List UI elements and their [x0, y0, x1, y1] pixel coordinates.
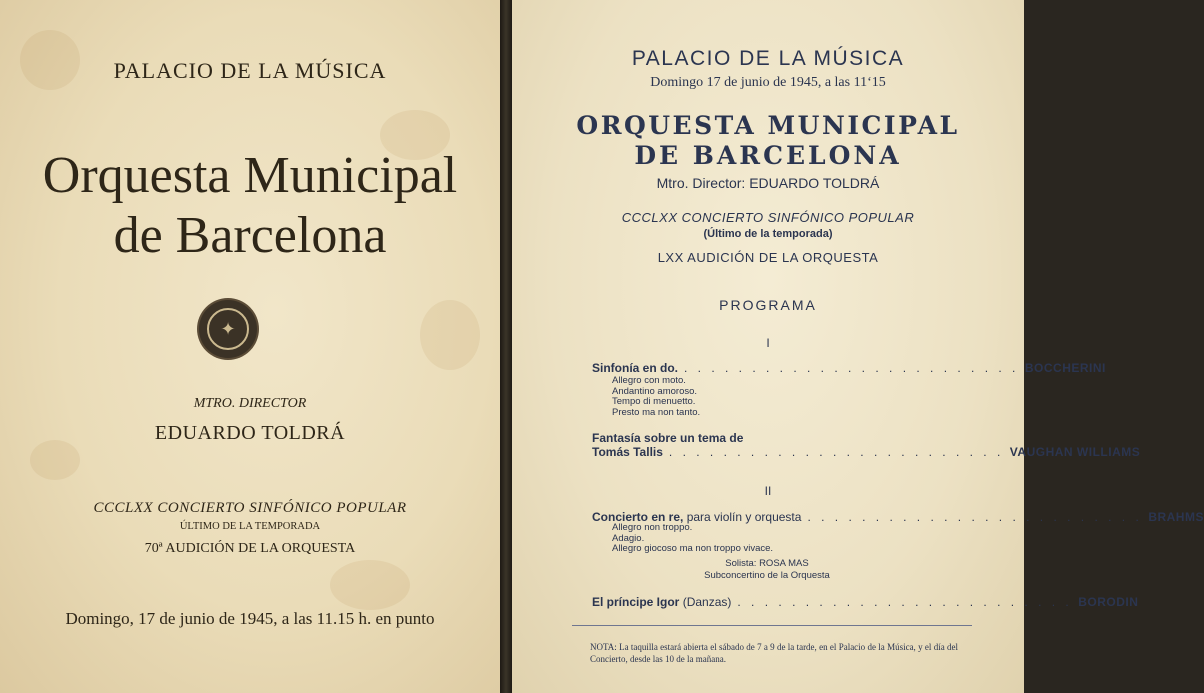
leader-dots: . . . . . . . . . . . . . . . . . . . . . . . . .: [684, 361, 1019, 375]
piece-title-rest: para violín y orquesta: [686, 510, 802, 524]
paper-stain: [30, 440, 80, 480]
orchestra-seal-icon: ✦: [199, 300, 257, 358]
soloist-role: Subconcertino de la Orquesta: [704, 569, 830, 581]
program-season-note: (Último de la temporada): [703, 228, 833, 240]
program-concert-title: CCCLXX CONCIERTO SINFÓNICO POPULAR: [621, 210, 915, 225]
paper-stain: [420, 300, 480, 370]
piece-composer: BOCCHERINI: [1024, 361, 1106, 375]
part-one-numeral: I: [766, 336, 770, 350]
paper-stain: [330, 560, 410, 610]
box-office-note: NOTA: La taquilla estará abierta el sábado de 7 a 9 de la tarde, en el Palacio de la Música, y el día del Concierto, desde las 10 de la mañana.: [590, 642, 958, 664]
piece-vaughan-williams: [592, 445, 1141, 459]
left-page-cover: [0, 0, 500, 693]
cover-venue: PALACIO DE LA MÚSICA: [113, 58, 387, 83]
program-orchestra-line1: ORQUESTA MUNICIPAL: [576, 111, 960, 140]
leader-dots: . . . . . . . . . . . . . . . . . . . . . . . . .: [737, 595, 1073, 609]
cover-director-name: EDUARDO TOLDRÁ: [154, 422, 346, 444]
movement-item: Tempo di menuetto.: [612, 396, 696, 407]
leader-dots: . . . . . . . . . . . . . . . . . . . . . . . . .: [807, 510, 1143, 524]
movement-item: Allegro con moto.: [612, 375, 686, 386]
cover-audition: 70ª AUDICIÓN DE LA ORQUESTA: [144, 541, 356, 556]
piece-movements: [612, 376, 700, 418]
part-two-numeral: II: [764, 484, 772, 498]
cover-orchestra-line1: Orquesta Municipal: [42, 147, 458, 204]
book-spine: [500, 0, 512, 693]
piece-title-main: Concierto en re,: [592, 510, 684, 524]
piece-movements: [612, 523, 773, 555]
piece-borodin: [592, 595, 1139, 609]
program-date-line: Domingo 17 de junio de 1945, a las 11‘15: [650, 75, 886, 90]
piece-title-main: El príncipe Igor: [592, 595, 680, 609]
cover-concert-title: CCCLXX CONCIERTO SINFÓNICO POPULAR: [93, 500, 407, 516]
program-orchestra-line2: DE BARCELONA: [634, 141, 902, 170]
program-heading: PROGRAMA: [719, 297, 817, 313]
cover-director-title: MTRO. DIRECTOR: [193, 396, 307, 411]
program-venue: PALACIO DE LA MÚSICA: [631, 47, 905, 70]
piece-title-continued: Tomás Tallis: [592, 445, 663, 459]
piece-vaughan-williams-title: [592, 431, 957, 445]
cover-date-line: Domingo, 17 de junio de 1945, a las 11.15 h. en punto: [65, 609, 435, 628]
cover-season-note: ÚLTIMO DE LA TEMPORADA: [179, 521, 321, 532]
piece-title: [592, 595, 731, 609]
movement-item: Andantino amoroso.: [612, 385, 698, 397]
soloist-credit: [652, 558, 882, 581]
movement-item: Allegro non troppo.: [612, 522, 693, 533]
right-page-program: [512, 0, 1204, 693]
soloist-name: Solista: ROSA MAS: [725, 558, 809, 569]
piece-composer: VAUGHAN WILLIAMS: [1009, 445, 1141, 459]
note-divider: [572, 625, 972, 626]
piece-boccherini: [592, 361, 1106, 375]
piece-title: Fantasía sobre un tema de: [592, 431, 744, 445]
movement-item: Presto ma non tanto.: [612, 406, 701, 418]
piece-title: Sinfonía en do.: [592, 361, 678, 375]
program-audition: LXX AUDICIÓN DE LA ORQUESTA: [657, 250, 879, 265]
movement-item: Allegro giocoso ma non troppo vivace.: [612, 543, 774, 554]
cover-orchestra-line2: de Barcelona: [113, 207, 387, 264]
piece-composer: BRAHMS: [1148, 510, 1204, 524]
piece-composer: BORODIN: [1078, 595, 1139, 609]
program-director: Mtro. Director: EDUARDO TOLDRÁ: [656, 175, 880, 191]
piece-title-rest: (Danzas): [682, 595, 732, 609]
movement-item: Adagio.: [612, 532, 645, 544]
leader-dots: . . . . . . . . . . . . . . . . . . . . . . . . .: [668, 445, 1004, 459]
